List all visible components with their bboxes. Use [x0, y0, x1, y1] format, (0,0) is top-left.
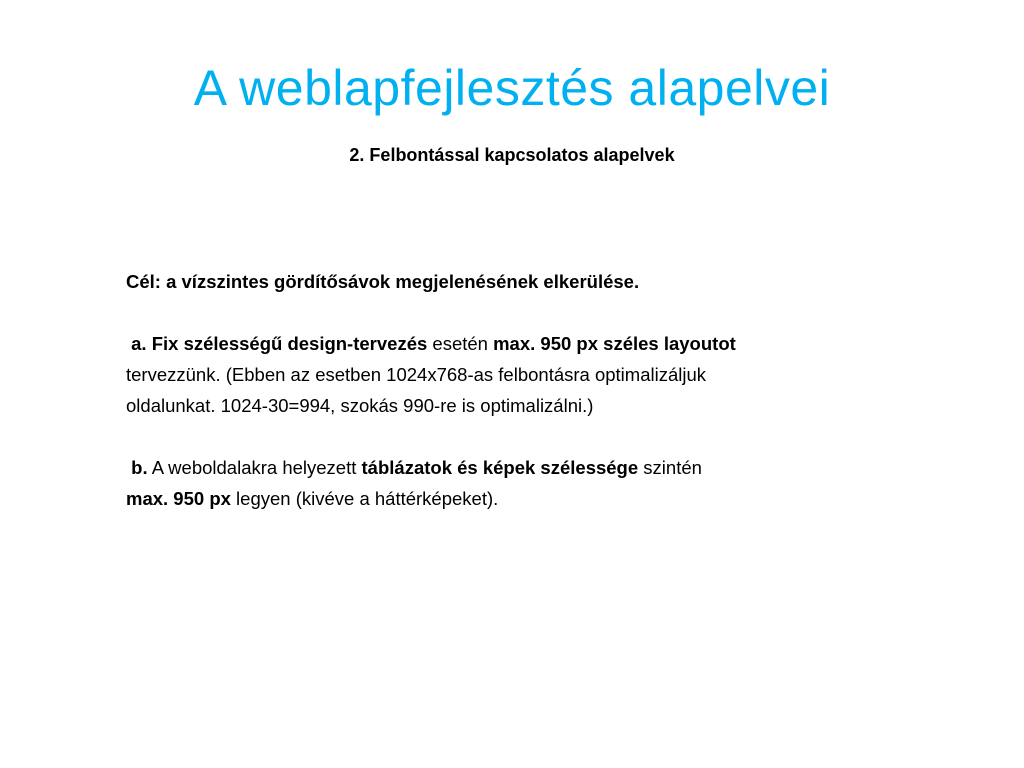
- slide-body: [126, 266, 886, 514]
- point-b-text-1: A weboldalakra helyezett: [147, 457, 362, 478]
- spacer: [126, 421, 886, 452]
- point-b-text-2: szintén: [638, 457, 702, 478]
- slide-title: A weblapfejlesztés alapelvei: [193, 60, 831, 116]
- point-b-label: b.: [131, 457, 148, 478]
- slide-subtitle: 2. Felbontással kapcsolatos alapelvek: [349, 145, 675, 165]
- point-a-text-2: tervezzünk. (Ebben az esetben 1024x768-as felbontásra optimalizáljuk: [126, 364, 707, 385]
- point-a-text-1: esetén: [427, 333, 494, 354]
- point-b-line-2: [126, 483, 886, 514]
- point-a-line-1: [126, 328, 886, 359]
- point-a-bold-2: max. 950 px széles layoutot: [493, 333, 736, 354]
- spacer: [126, 297, 886, 328]
- point-a-text-3: oldalunkat. 1024-30=994, szokás 990-re is optimalizálni.): [126, 395, 594, 416]
- goal-bold: Cél: a vízszintes gördítősávok megjelenésének elkerülése.: [126, 271, 640, 292]
- point-a-label: a. Fix szélességű design-tervezés: [131, 333, 428, 354]
- point-a-line-3: [126, 390, 886, 421]
- point-b-bold-3: max. 950 px: [126, 488, 231, 509]
- point-b-bold-2: táblázatok és képek szélessége: [361, 457, 639, 478]
- point-a-line-2: [126, 359, 886, 390]
- point-b-line-1: [126, 452, 886, 483]
- goal-text: [126, 266, 886, 297]
- point-b-text-3: legyen (kivéve a háttérképeket).: [230, 488, 499, 509]
